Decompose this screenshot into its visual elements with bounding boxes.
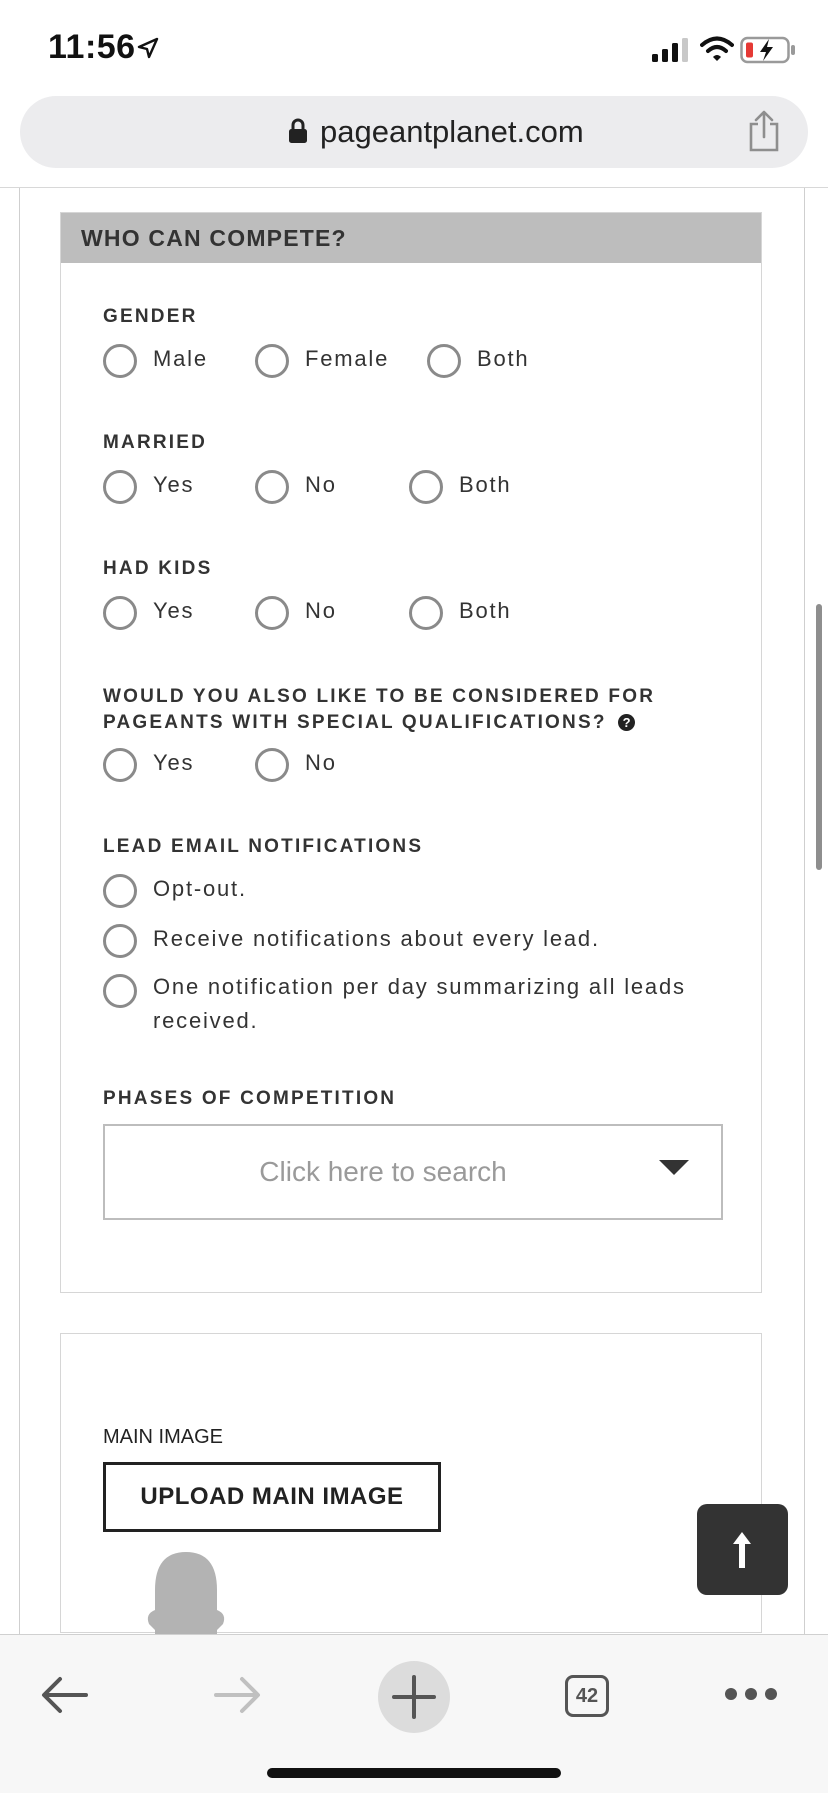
radio-label: One notification per day summarizing all leads received. — [153, 974, 686, 1033]
battery-charging-icon — [740, 36, 796, 64]
plus-icon — [392, 1675, 436, 1719]
page-scrollbar[interactable] — [816, 604, 822, 870]
tab-count-button[interactable]: 42 — [565, 1675, 609, 1717]
page-border — [804, 188, 805, 1634]
section-title: WHO CAN COMPETE? — [61, 213, 761, 263]
status-bar — [0, 0, 828, 90]
more-dots-icon[interactable] — [724, 1687, 778, 1701]
radio-label: Both — [459, 598, 512, 623]
radio-label: Yes — [153, 750, 195, 775]
status-time: 11:56 — [48, 28, 136, 66]
wifi-icon — [700, 36, 734, 62]
special-qualifications-text: WOULD YOU ALSO LIKE TO BE CONSIDERED FOR PAGEANTS WITH SPECIAL QUALIFICATIONS? — [103, 686, 656, 733]
radio-label: No — [305, 598, 337, 623]
radio-label: No — [305, 750, 337, 775]
cellular-signal-icon — [652, 38, 690, 62]
radio-circle[interactable] — [255, 748, 289, 782]
new-tab-button[interactable] — [378, 1661, 450, 1733]
location-arrow-icon — [136, 36, 160, 60]
main-image-label: MAIN IMAGE — [103, 1426, 224, 1448]
page-border — [19, 188, 20, 1634]
who-can-compete-card — [60, 212, 762, 1293]
home-indicator[interactable] — [267, 1768, 561, 1778]
radio-circle[interactable] — [103, 974, 137, 1008]
arrow-up-icon — [730, 1530, 754, 1570]
phases-label: PHASES OF COMPETITION — [103, 1088, 397, 1109]
caret-down-icon — [659, 1160, 689, 1175]
share-icon[interactable] — [746, 110, 782, 152]
radio-label: Yes — [153, 598, 195, 623]
radio-label: Receive notifications about every lead. — [153, 926, 600, 951]
had-kids-label: HAD KIDS — [103, 558, 213, 579]
lock-icon — [288, 118, 308, 144]
radio-label: Both — [459, 472, 512, 497]
radio-circle[interactable] — [103, 470, 137, 504]
phases-search-select[interactable] — [103, 1124, 723, 1220]
radio-circle[interactable] — [409, 596, 443, 630]
radio-circle[interactable] — [427, 344, 461, 378]
radio-label: Male — [153, 346, 208, 371]
radio-circle[interactable] — [103, 596, 137, 630]
radio-label: No — [305, 472, 337, 497]
gender-label: GENDER — [103, 306, 198, 327]
radio-circle[interactable] — [409, 470, 443, 504]
radio-circle[interactable] — [103, 874, 137, 908]
lead-email-label: LEAD EMAIL NOTIFICATIONS — [103, 836, 424, 857]
married-label: MARRIED — [103, 432, 208, 453]
main-image-card — [60, 1333, 762, 1633]
question-circle-icon[interactable]: ? — [618, 714, 635, 731]
radio-label: Yes — [153, 472, 195, 497]
radio-circle[interactable] — [255, 470, 289, 504]
upload-main-image-button[interactable]: UPLOAD MAIN IMAGE — [103, 1462, 441, 1532]
divider — [0, 187, 828, 188]
radio-label: Female — [305, 346, 390, 371]
select-placeholder: Click here to search — [259, 1156, 507, 1187]
back-arrow-icon[interactable] — [40, 1675, 90, 1715]
radio-label: Both — [477, 346, 530, 371]
radio-circle[interactable] — [103, 344, 137, 378]
radio-circle[interactable] — [103, 924, 137, 958]
scroll-to-top-button[interactable] — [697, 1504, 788, 1595]
radio-label: Opt-out. — [153, 876, 247, 901]
url-text: pageantplanet.com — [320, 114, 584, 149]
forward-arrow-icon[interactable] — [212, 1675, 262, 1715]
special-qualifications-label — [103, 684, 663, 736]
radio-circle[interactable] — [103, 748, 137, 782]
address-bar[interactable] — [20, 96, 808, 168]
radio-circle[interactable] — [255, 596, 289, 630]
radio-circle[interactable] — [255, 344, 289, 378]
